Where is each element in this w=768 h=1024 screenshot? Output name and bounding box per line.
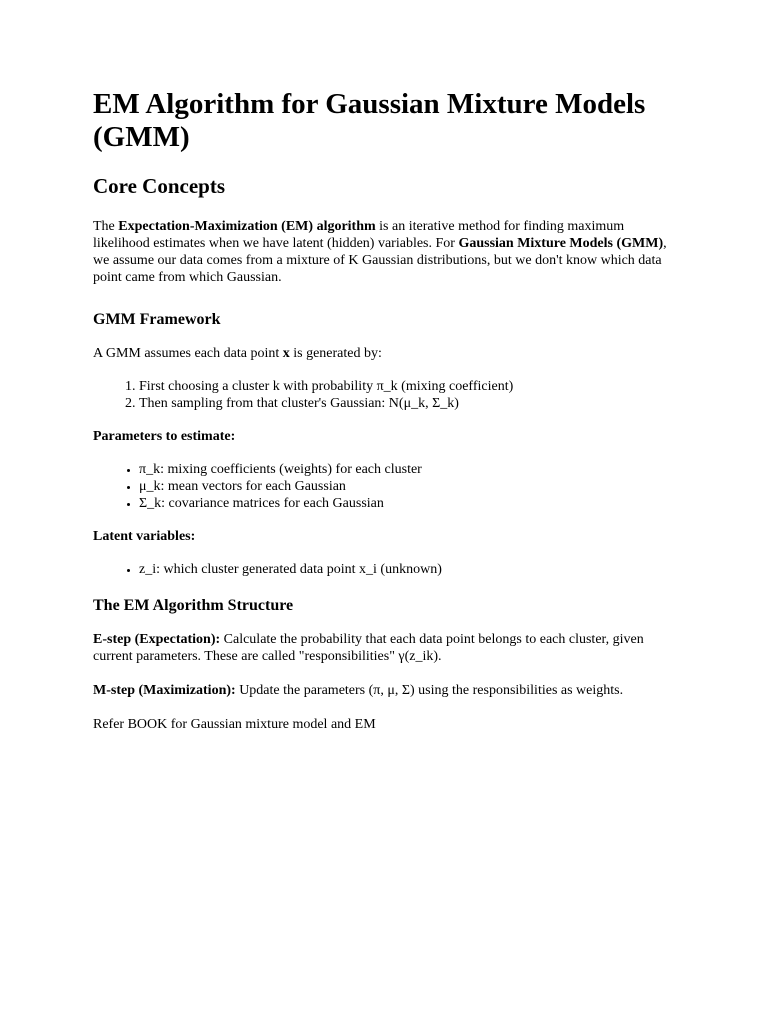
intro-bold-em: Expectation-Maximization (EM) algorithm — [118, 219, 376, 234]
e-step-label: E-step (Expectation): — [93, 632, 221, 647]
section-heading-core-concepts: Core Concepts — [93, 174, 226, 198]
intro-text-1: The — [93, 219, 119, 234]
latent-label-text: Latent variables: — [93, 529, 196, 544]
m-step-paragraph — [93, 682, 683, 699]
list-item: • π_k: mixing coefficients (weights) for each cluster — [139, 461, 683, 478]
refer-book-note: Refer BOOK for Gaussian mixture model and EM — [93, 717, 376, 732]
generation-steps-list — [93, 378, 683, 412]
parameters-label — [93, 428, 683, 445]
m-step-text: Update the parameters (π, μ, Σ) using the responsibilities as weights. — [235, 683, 624, 698]
assume-text-2: is generated by: — [289, 346, 382, 361]
section-heading-gmm-framework: GMM Framework — [93, 311, 221, 328]
page-title: EM Algorithm for Gaussian Mixture Models (GMM) — [93, 88, 646, 153]
list-item: • Σ_k: covariance matrices for each Gaussian — [139, 495, 683, 512]
latent-variables-list — [93, 561, 683, 578]
parameters-label-text: Parameters to estimate: — [93, 429, 236, 444]
latent-variables-label — [93, 528, 683, 545]
intro-paragraph — [93, 218, 683, 286]
parameters-list — [93, 461, 683, 512]
list-item: 1. First choosing a cluster k with probability π_k (mixing coefficient) — [139, 378, 683, 395]
list-item: • μ_k: mean vectors for each Gaussian — [139, 478, 683, 495]
intro-text-2: is an iterative method for finding maximum likelihood estimates when we have latent (hidden) variables. For — [93, 219, 625, 251]
intro-bold-gmm: Gaussian Mixture Models (GMM) — [458, 236, 664, 251]
document-page — [93, 88, 683, 733]
list-item: 2. Then sampling from that cluster's Gaussian: N(μ_k, Σ_k) — [139, 395, 683, 412]
assume-bold-x: x — [282, 346, 290, 361]
m-step-label: M-step (Maximization): — [93, 683, 236, 698]
gmm-assume-paragraph — [93, 345, 683, 362]
section-heading-em-structure: The EM Algorithm Structure — [93, 597, 294, 614]
list-item: • z_i: which cluster generated data point x_i (unknown) — [139, 561, 683, 578]
e-step-paragraph — [93, 631, 683, 665]
assume-text-1: A GMM assumes each data point — [93, 346, 283, 361]
intro-text-3: , we assume our data comes from a mixture of K Gaussian distributions, but we don't know which data point came from which Gaussian. — [93, 236, 667, 285]
e-step-text: Calculate the probability that each data point belongs to each cluster, given current parameters. These are called "responsibilities" γ(z_ik). — [93, 632, 644, 664]
